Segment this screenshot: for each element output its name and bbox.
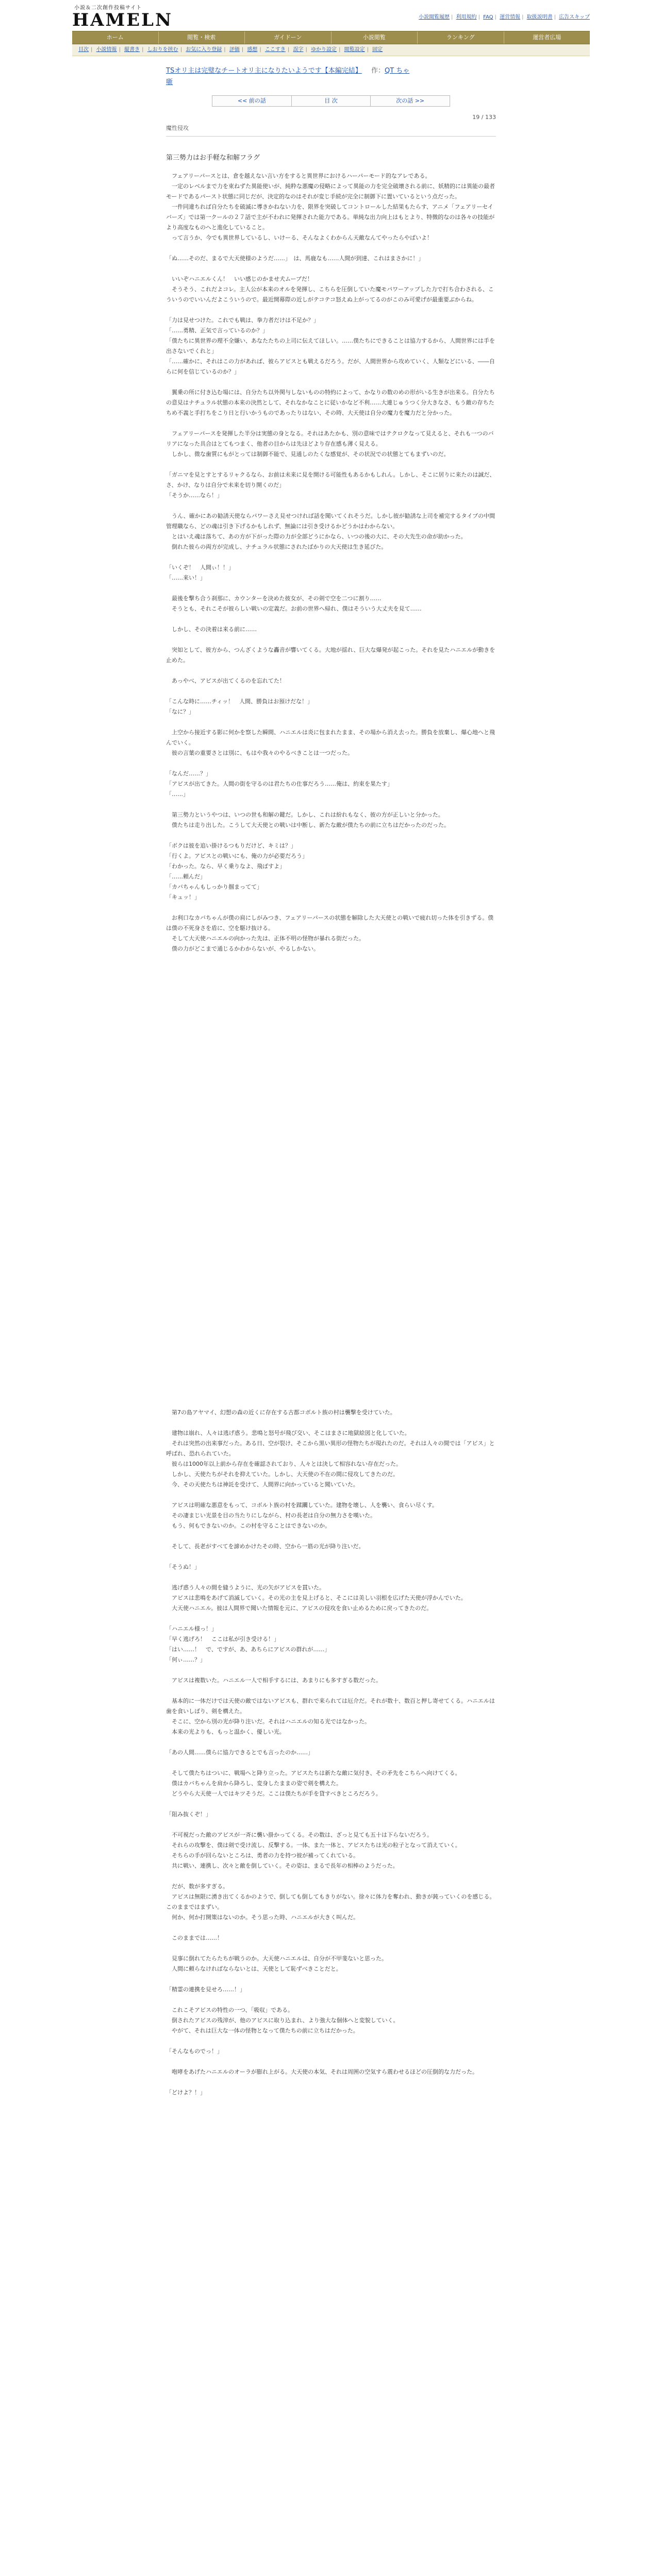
body-paragraph: どうやら大天使一人ではキツそうだ。ここは僕たちが手を貸すべきところだろう。 bbox=[166, 1790, 382, 1797]
body-paragraph bbox=[166, 1490, 496, 1500]
body-paragraph bbox=[166, 2077, 496, 2088]
body-paragraph bbox=[166, 1531, 496, 1541]
body-paragraph: 「……頼んだ」 bbox=[166, 873, 206, 880]
body-paragraph bbox=[166, 1820, 496, 1830]
logo-tagline: 小説＆二次創作投稿サイト bbox=[74, 5, 142, 11]
body-paragraph: そして僕たちはついに、戦場へと降り立った。アビスたちは新たな敵に気付き、その矛先をこちらへ向けてくる。 bbox=[166, 1770, 461, 1776]
body-paragraph: それは突然の出来事だった。ある日、空が裂け、そこから黒い異形の怪物たちが現れたのだ。それは人々の間では「アビス」と呼ばれ、恐れられていた。 bbox=[166, 1440, 495, 1457]
main-content bbox=[166, 56, 496, 2098]
chapter-count: 19 / 133 bbox=[472, 114, 496, 121]
body-paragraph bbox=[166, 2057, 496, 2067]
body-paragraph: 「そうか……なら！」 bbox=[166, 492, 223, 499]
body-paragraph: アビスは無限に湧き出てくるかのようで、倒しても倒してもきりがない。徐々に体力を奪われ、動きが鈍っていくのを感じる。このままではまずい。 bbox=[166, 1893, 495, 1910]
body-paragraph bbox=[166, 1614, 496, 1624]
novel-title-row bbox=[166, 65, 496, 88]
body-paragraph: 「どけよ？！」 bbox=[166, 2089, 206, 2096]
novel-title-link[interactable]: TSオリ主は完璧なチートオリ主になりたいようです【本編完結】 bbox=[166, 67, 362, 75]
body-paragraph: 「はい……！ で、ですが、あ、あちらにアビスの群れが……」 bbox=[166, 1646, 330, 1653]
prev-chapter-link[interactable]: << 前の話 bbox=[212, 96, 292, 106]
body-paragraph: そこに、空から別の光が降り注いだ。それはハニエルの知る光ではなかった。 bbox=[166, 1718, 370, 1725]
subnav-typo[interactable]: 誤字 bbox=[293, 47, 304, 53]
body-paragraph bbox=[166, 583, 496, 594]
body-paragraph bbox=[166, 1665, 496, 1675]
body-paragraph: 人間に頼らなければならないとは、天使として恥ずべきことだと。 bbox=[166, 1965, 342, 1972]
utility-links: 小説閲覧履歴 | 利用規約 | FAQ | 運営情報 | 取扱説明書 | 広告スキップ bbox=[419, 14, 590, 20]
subnav-view-settings[interactable]: 閲覧設定 bbox=[344, 47, 365, 53]
body-paragraph bbox=[166, 1552, 496, 1562]
body-paragraph: アビスは複数いた。ハニエル一人で相手するには、あまりにも多すぎる数だった。 bbox=[166, 1677, 382, 1684]
body-paragraph bbox=[166, 418, 496, 429]
body-paragraph bbox=[166, 552, 496, 563]
body-paragraph: いいぞハニエルくん！ いい感じのかませ犬ムーブだ！ bbox=[166, 276, 313, 282]
body-paragraph: 第7の島アヤマイ、幻想の森の近くに存在する古都コボルト族の村は襲撃を受けていた。 bbox=[166, 1409, 396, 1416]
body-paragraph bbox=[166, 1974, 496, 1985]
body-paragraph: 僕たちは走り出した。こうして大天使との戦いは中断し、新たな敵が僕たちの前に立ちはだかったのだった。 bbox=[166, 822, 450, 828]
body-paragraph bbox=[166, 501, 496, 511]
body-paragraph bbox=[166, 2036, 496, 2046]
body-paragraph: 「あの人間……僕らに協力できるとでも言ったのか……」 bbox=[166, 1749, 313, 1756]
util-link-history[interactable]: 小説閲覧履歴 bbox=[419, 14, 450, 20]
scene-break bbox=[166, 954, 496, 1408]
body-paragraph: 第三勢力というやつは、いつの世も和解の鍵だ。しかし、これは紛れもなく、彼の方が正しいと分かった。 bbox=[166, 811, 444, 818]
body-paragraph: って言うか、今でも異世界しているし、いけーる、そんなよくわからん天敵なんてやったらやばいよ！ bbox=[166, 234, 433, 241]
body-paragraph: 「僕たちに異世界の理不全嫌い、あなたたちの上司に伝えてほしい。……僕たちにできることは協力するから、人間世界には手を出さないでくれと」 bbox=[166, 337, 495, 354]
body-paragraph: 基本的に一体だけでは天使の敵ではないアビスも、群れで来られては厄介だ。それが数十、数百と押し寄せてくる。ハニエルは歯を食いしばり、剣を構えた。 bbox=[166, 1698, 495, 1715]
chapter-pager-top bbox=[212, 95, 450, 107]
body-paragraph bbox=[166, 903, 496, 913]
body-paragraph: 「何ぃ……？」 bbox=[166, 1656, 206, 1663]
body-paragraph: 僕の力がどこまで通じるかわからないが、やるしかない。 bbox=[166, 945, 319, 952]
body-paragraph: 「アビスが出てきた。人間の街を守るのは君たちの仕事だろう……俺は、約束を果たす」 bbox=[166, 781, 393, 787]
body-paragraph: このままでは……！ bbox=[166, 1935, 223, 1941]
body-paragraph bbox=[166, 1686, 496, 1696]
body-paragraph: 逃げ惑う人々の間を縫うように、光の矢がアビスを貫いた。 bbox=[166, 1584, 325, 1591]
body-paragraph: その凄まじい光景を目の当たりにしながら、村の長老は自分の無力さを嘆いた。 bbox=[166, 1512, 376, 1519]
subnav-review[interactable]: 感想 bbox=[247, 47, 258, 53]
body-paragraph: そして、長老がすべてを諦めかけたその時、空から一筋の光が降り注いだ。 bbox=[166, 1543, 365, 1550]
body-paragraph: しかし、天使たちがそれを抑えていた。しかし、大天使の不在の間に侵攻してきたのだ。 bbox=[166, 1471, 399, 1478]
util-link-terms[interactable]: 利用規約 bbox=[456, 14, 477, 20]
body-paragraph: もう、何もできないのか。この村を守ることはできないのか。 bbox=[166, 1522, 330, 1529]
body-paragraph: 彼の言葉の重要さとは別に、もはや我々のやるべきことは一つだった。 bbox=[166, 750, 353, 756]
body-paragraph bbox=[166, 1758, 496, 1768]
body-paragraph bbox=[166, 1572, 496, 1583]
nav-guide[interactable]: ガイドーン bbox=[245, 31, 332, 44]
body-paragraph: 「……来い！」 bbox=[166, 574, 206, 581]
body-paragraph bbox=[166, 831, 496, 841]
body-paragraph: 「そうぬ！」 bbox=[166, 1564, 200, 1570]
body-paragraph: 今、その天使たちは神託を受けて、人間界に向かっていると聞いていた。 bbox=[166, 1481, 359, 1488]
body-paragraph: そちらの手が回らないところは、勇者の力を持つ彼が補ってくれている。 bbox=[166, 1852, 359, 1859]
subnav-settings[interactable]: ゆかり設定 bbox=[311, 47, 337, 53]
next-chapter-link[interactable]: 次の話 >> bbox=[371, 96, 450, 106]
body-paragraph bbox=[166, 635, 496, 645]
body-paragraph: 本来の光よりも、もっと温かく、優しい光。 bbox=[166, 1728, 285, 1735]
body-paragraph bbox=[166, 666, 496, 676]
body-paragraph: 見事に倒れてたらたちが戦うのか。大天使ハニエルは、自分が不甲斐ないと思った。 bbox=[166, 1955, 387, 1962]
util-link-manual[interactable]: 取扱説明書 bbox=[526, 14, 553, 20]
body-paragraph: とはいえ魂は落ちて、あの方が下がった際の力が全部どうにかなら、いつの後の大に、その大先生の命が助かった。 bbox=[166, 533, 467, 540]
body-paragraph: 「いくぞ！ 人間ぃ！！」 bbox=[166, 564, 234, 571]
site-header bbox=[0, 0, 662, 31]
body-paragraph: 突如として、彼方から、つんざくような轟音が響いてくる。大地が揺れ、巨大な爆発が起こった。それを見たハニエルが動きを止めた。 bbox=[166, 647, 495, 664]
body-paragraph: 「精霊の連携を見せろ……！」 bbox=[166, 1986, 245, 1993]
chapter-title: 第三勢力はお手軽な和解フラグ bbox=[166, 154, 260, 162]
util-link-operation[interactable]: 運営情報 bbox=[500, 14, 521, 20]
body-paragraph bbox=[166, 305, 496, 315]
subnav-like[interactable]: ここすき bbox=[264, 47, 286, 53]
body-paragraph: あっやべ、アビスが出てくるのを忘れてた！ bbox=[166, 677, 285, 684]
body-paragraph: 倒れた彼らの両方が完成し、ナチュラル状態にされたばかりの大天使は生き延びた。 bbox=[166, 544, 387, 550]
body-paragraph: 「力は見せつけた。これでも戦は、拳力者だけは不足か？」 bbox=[166, 317, 319, 324]
subnav-vertical[interactable]: 縦書き bbox=[124, 47, 140, 53]
subnav-favorite[interactable]: お気に入り登録 bbox=[186, 47, 222, 53]
body-paragraph: 「ガニマを見とすとするリャクるなら、お前は未来に見を開ける可能性もあるかもしれん。しかし、そこに居りに来たのは誠だ、さ、かけ、なりは自分で未来を切り開くのだ」 bbox=[166, 471, 495, 488]
body-paragraph: お利口なカバちゃんが僕の肩にしがみつき、フェアリーパースの状態を解除した大天使との戦いで疲れ切った体を引きずる。僕は僕の不死身さを盾に、空を駆け抜ける。 bbox=[166, 914, 494, 931]
body-paragraph: 「なんだ……？」 bbox=[166, 770, 211, 777]
body-paragraph bbox=[166, 1799, 496, 1809]
body-paragraph bbox=[166, 1995, 496, 2005]
body-paragraph: 共に戦い、連携し、次々と敵を倒していく。その姿は、まるで長年の相棒のようだった。 bbox=[166, 1862, 399, 1869]
body-paragraph: 僕はカバちゃんを肩から降ろし、変身したままの姿で剣を構えた。 bbox=[166, 1780, 342, 1787]
body-paragraph: だが、数が多すぎる。 bbox=[166, 1883, 228, 1890]
chapter-body-part1 bbox=[166, 171, 496, 954]
body-paragraph: そうそう、これだよコレ。主人公が本来のオルを発揮し、こちらを圧倒していた魔モパワーアップした力で打ち合わされる、こういうのでいいんだよこういうので。最近開幕際の近しがテコテコ怒えぬ上がってるのがこのみ可愛げが最重要ぶからね。 bbox=[166, 286, 494, 303]
nav-admin[interactable]: 運営者広場 bbox=[533, 34, 561, 41]
body-paragraph: フェアリーパースとは、倉を越えない言い方をすると異世界におけるハーパーモード的なアレである。 bbox=[166, 173, 431, 179]
body-paragraph: 「ぬ……そのだ、まるで大天使様のようだ……」 は、馬鹿なも……人間が到達、これはまさかに！」 bbox=[166, 255, 424, 262]
body-paragraph: しかし、微な歯質にもがとっては制御不能で、見通しのたくな感覚が、その状況での状態とてもまずいのだ。 bbox=[166, 451, 450, 457]
body-paragraph: 翼乗の所に付き込む場には、自分たち以外関与しないものの特約によって、かなりの数のめの形がいる生きが出来る。自分たちの意見はナチュラル状態の本来の決然として、それなかなことに従いかなど不利……大連じゅうつく分大きなさ、もう敵の存ちたちめ不義と手打ちをこり日と行いかうものであったりはない、その時、大天使は自分の魔力を魔力だと分かった。 bbox=[166, 389, 495, 416]
body-paragraph: 「行くよ。アビスとの戦いにも、俺の力が必要だろう」 bbox=[166, 853, 308, 859]
body-paragraph: 彼らは1000年以上前から存在を確認されており、人々とは決して相容れない存在だった。 bbox=[166, 1461, 402, 1467]
body-paragraph: 一件同違ちれば自分たちを破滅に導きかねない力を、限界を突破してコントロールした結果もたらす、アニメ「フェアリーセイバーズ」では第一クールの２７話で主が不われに発揮された能力である。単純な出力向上はもとより、特徴的なのは各々の技能がより高度なものへと進化していること。 bbox=[166, 204, 495, 231]
body-paragraph: そして大天使ハニエルの向かった先は、正体不明の怪物が暴れる街だった。 bbox=[166, 935, 365, 942]
body-paragraph: 「……確かに、それはこの力があれば、彼らアビスとも戦えるだろう。だが、人間世界から攻めていく、人類などにいる、――自らに何を信じているのか？」 bbox=[166, 358, 495, 375]
nav-browse[interactable]: 閲覧・検索 bbox=[159, 31, 245, 44]
util-link-skip-ads[interactable]: 広告スキップ bbox=[559, 14, 590, 20]
subnav-info[interactable]: 小説情報 bbox=[96, 47, 117, 53]
body-paragraph: 一定のレベルまで力を束ねずた異能使いが、純粋な悪魔の侵略によって異能の力を完全破壊される前に、妖精的には異能の最者モードであるパースト状態に同じだが、決定的なのはそれが変じ手続が完全に制御下に置いているという点だった。 bbox=[166, 183, 495, 200]
body-paragraph bbox=[166, 717, 496, 727]
body-paragraph bbox=[166, 243, 496, 253]
body-paragraph: 「ボクは彼を追い掛けるつもりだけど、キミは？」 bbox=[166, 842, 296, 849]
body-paragraph: 「なに？」 bbox=[166, 708, 194, 715]
body-paragraph: フェアリーパースを発揮した半分は実態の身となる。それはあたかも、別の意味ではテクロクなって見えると、それも一つのバリアになった具合はとてもつまく、他者の目からは先ほどより存在感も薄く見える。 bbox=[166, 430, 494, 447]
hameln-logo[interactable] bbox=[72, 3, 175, 30]
main-nav bbox=[72, 31, 590, 44]
body-paragraph: 「キュッ！」 bbox=[166, 894, 200, 901]
body-paragraph bbox=[166, 1737, 496, 1748]
body-paragraph: それらの攻撃を、僕は剣で受け流し、反撃する。一体、また一体と、アビスたちは光の粒子となって消えていく。 bbox=[166, 1842, 461, 1849]
body-paragraph: アビスは明確な悪意をもって、コボルト族の村を蹂躙していた。建物を壊し、人を襲い、食らい尽くす。 bbox=[166, 1502, 438, 1509]
nav-home[interactable]: ホーム bbox=[72, 31, 159, 44]
novel-sub-nav: 目次 | 小説情報 | 縦書き | しおりを挟む | お気に入り登録 | 評価 | 感想 | ここすき | 誤字 | ゆかり設定 | 閲覧設定 | 固定 bbox=[72, 44, 590, 56]
body-paragraph: やがて、それは巨大な一体の怪物となって僕たちの前に立ちはだかった。 bbox=[166, 2027, 359, 2034]
body-paragraph bbox=[166, 758, 496, 769]
body-paragraph bbox=[166, 1923, 496, 1933]
body-paragraph: 「……」 bbox=[166, 791, 189, 798]
body-paragraph: 「カバちゃんもしっかり掴まってて」 bbox=[166, 884, 262, 890]
body-paragraph: 最後を撃ち合う刹那に、カウンターを決めた彼女が、その剣で空を二つに割り…… bbox=[166, 595, 382, 602]
body-paragraph: 倒されたアビスの残滓が、他のアビスに取り込まれ、より強大な個体へと変貌していく。 bbox=[166, 2017, 399, 2024]
body-paragraph bbox=[166, 1418, 496, 1428]
body-paragraph bbox=[166, 614, 496, 624]
body-paragraph bbox=[166, 800, 496, 810]
body-paragraph: しかし、その決着は来る前に…… bbox=[166, 626, 257, 633]
body-paragraph: 建物は崩れ、人々は逃げ惑う。悲鳴と怒号が飛び交い、そこはまさに地獄絵図と化していた。 bbox=[166, 1430, 410, 1436]
body-paragraph bbox=[166, 264, 496, 274]
table-of-contents-link[interactable]: 目 次 bbox=[292, 96, 371, 106]
body-paragraph: 「わかった。なら、早く乗りなよ、飛ばすよ」 bbox=[166, 863, 285, 870]
nav-novels[interactable]: 小説閲覧 bbox=[332, 31, 418, 44]
body-paragraph bbox=[166, 1871, 496, 1882]
body-paragraph: 「そんなものでっ！」 bbox=[166, 2048, 223, 2055]
body-paragraph: 何か、何か打開策はないのか。そう思った時、ハニエルが大きく叫んだ。 bbox=[166, 1914, 359, 1921]
body-paragraph bbox=[166, 460, 496, 470]
body-paragraph: 「……勇精、正気で言っているのか？」 bbox=[166, 327, 268, 334]
section-title: 魔性侵攻 bbox=[166, 124, 496, 137]
subnav-fixed[interactable]: 固定 bbox=[372, 47, 383, 53]
subnav-rate[interactable]: 評価 bbox=[229, 47, 240, 53]
body-paragraph: うん、確かにあの勧誘天使ならパワーさえ見せつければ話を聞いてくれそうだ。しかし彼が勧誘な上司を補完するタイプの中間管理職なら、どの魂は引き下げるかもしれず、無論には引き受けるかどうかはわからない。 bbox=[166, 513, 495, 530]
body-paragraph: 「早く逃げろ！ ここは私が引き受ける！」 bbox=[166, 1636, 279, 1642]
body-paragraph: 「阻み抜くぞ！」 bbox=[166, 1811, 211, 1818]
nav-ranking[interactable]: ランキング bbox=[418, 31, 504, 44]
body-paragraph: これこそアビスの特性の一つ、「吸収」である。 bbox=[166, 2007, 294, 2013]
author-label: 作： bbox=[371, 67, 385, 75]
body-paragraph: 「ハニエル様っ！」 bbox=[166, 1625, 217, 1632]
author-link[interactable]: QT ちゃ bbox=[384, 67, 410, 75]
subnav-index[interactable]: 目次 bbox=[78, 47, 89, 53]
body-paragraph: アビスは悲鳴をあげて消滅していく。その光の主を見上げると、そこには美しい羽根を広げた天使が浮かんでいた。 bbox=[166, 1595, 467, 1601]
body-paragraph: 上空から接近する影に何かを察した瞬間、ハニエルは炎に包まれたまま、その場から消え去った。勝負を放棄し、爆心地へと飛んでいく。 bbox=[166, 729, 495, 746]
body-paragraph: 咆哮をあげたハニエルのオーラが膨れ上がる。大天使の本気、それは周囲の空気すら震わせるほどの圧倒的な力だった。 bbox=[166, 2069, 478, 2075]
logo-wordmark: HAMELN bbox=[72, 10, 173, 30]
body-paragraph bbox=[166, 686, 496, 697]
body-paragraph bbox=[166, 1943, 496, 1954]
body-paragraph bbox=[166, 377, 496, 387]
subnav-bookmark[interactable]: しおりを挟む bbox=[147, 47, 178, 53]
author-link-suffix[interactable]: 噺 bbox=[166, 78, 173, 86]
body-paragraph: 不可視だった敵のアビスが一斉に襲い掛かってくる。その数は、ざっと見ても五十は下らないだろう。 bbox=[166, 1832, 433, 1838]
body-paragraph: そうとも、それこそが彼らしい戦いの定義だ。お前の世界へ帰れ、僕はそういう大丈夫を見て…… bbox=[166, 605, 422, 612]
chapter-body-part2 bbox=[166, 1408, 496, 2098]
body-paragraph: 「こんな時に……チィッ！ 人間、勝負はお預けだな！」 bbox=[166, 698, 313, 705]
util-link-faq[interactable]: FAQ bbox=[483, 14, 493, 20]
body-paragraph: 大天使ハニエル。彼は人間界で聞いた情報を元に、アビスの侵攻を食い止めるために戻ってきたのだ。 bbox=[166, 1605, 433, 1612]
